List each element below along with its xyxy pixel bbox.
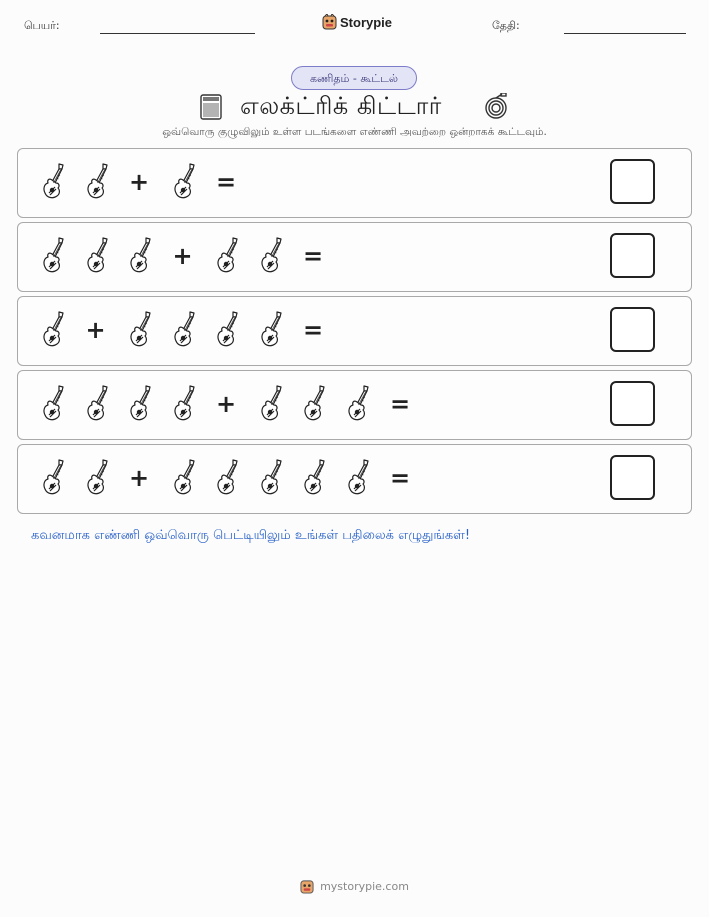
plus-sign: + xyxy=(129,464,150,492)
problem-row xyxy=(17,222,692,292)
electric-guitar-icon xyxy=(301,459,329,497)
brand xyxy=(322,14,392,30)
title-row xyxy=(0,90,709,124)
electric-guitar-icon xyxy=(171,311,199,349)
problem-row xyxy=(17,444,692,514)
electric-guitar-icon xyxy=(84,163,112,201)
storypie-logo-icon xyxy=(322,14,337,30)
header xyxy=(0,14,709,38)
answer-box[interactable] xyxy=(610,455,655,500)
name-label: பெயர்: xyxy=(24,19,60,32)
electric-guitar-icon xyxy=(214,311,242,349)
answer-box[interactable] xyxy=(610,233,655,278)
date-label: தேதி: xyxy=(492,19,520,32)
problem-expression xyxy=(18,297,578,367)
electric-guitar-icon xyxy=(84,237,112,275)
equals-sign: = xyxy=(303,316,324,344)
problem-expression xyxy=(18,445,578,515)
footer xyxy=(0,879,709,894)
electric-guitar-icon xyxy=(345,459,373,497)
plus-sign: + xyxy=(129,168,150,196)
brand-name: Storypie xyxy=(340,14,393,30)
encouragement-text: கவனமாக எண்ணி ஒவ்வொரு பெட்டியிலும் உங்கள் பதிலைக் எழுதுங்கள்! xyxy=(31,528,471,543)
answer-box[interactable] xyxy=(610,307,655,352)
electric-guitar-icon xyxy=(214,237,242,275)
electric-guitar-icon xyxy=(40,163,68,201)
electric-guitar-icon xyxy=(171,385,199,423)
name-line[interactable] xyxy=(100,33,255,34)
cable-icon xyxy=(482,93,510,121)
category-pill: கணிதம் - கூட்டல் xyxy=(291,66,417,90)
equals-sign: = xyxy=(390,390,411,418)
electric-guitar-icon xyxy=(127,237,155,275)
electric-guitar-icon xyxy=(84,385,112,423)
problem-row xyxy=(17,296,692,366)
electric-guitar-icon xyxy=(258,385,286,423)
electric-guitar-icon xyxy=(40,459,68,497)
footer-site[interactable]: mystorypie.com xyxy=(320,880,409,893)
electric-guitar-icon xyxy=(258,311,286,349)
page-title: எலக்ட்ரிக் கிட்டார் xyxy=(240,92,442,120)
electric-guitar-icon xyxy=(258,459,286,497)
electric-guitar-icon xyxy=(127,311,155,349)
equals-sign: = xyxy=(303,242,324,270)
electric-guitar-icon xyxy=(301,385,329,423)
electric-guitar-icon xyxy=(84,459,112,497)
storypie-logo-icon xyxy=(300,879,314,894)
electric-guitar-icon xyxy=(40,385,68,423)
electric-guitar-icon xyxy=(214,459,242,497)
answer-box[interactable] xyxy=(610,381,655,426)
instructions: ஒவ்வொரு குழுவிலும் உள்ள படங்களை எண்ணி அவற்றை ஒன்றாகக் கூட்டவும். xyxy=(162,126,547,138)
problem-expression xyxy=(18,371,578,441)
answer-box[interactable] xyxy=(610,159,655,204)
electric-guitar-icon xyxy=(171,163,199,201)
electric-guitar-icon xyxy=(171,459,199,497)
equals-sign: = xyxy=(390,464,411,492)
equals-sign: = xyxy=(216,168,237,196)
electric-guitar-icon xyxy=(40,237,68,275)
amplifier-icon xyxy=(199,93,223,121)
plus-sign: + xyxy=(172,242,193,270)
problem-row xyxy=(17,370,692,440)
plus-sign: + xyxy=(85,316,106,344)
electric-guitar-icon xyxy=(258,237,286,275)
date-line[interactable] xyxy=(564,33,686,34)
problem-expression xyxy=(18,223,578,293)
plus-sign: + xyxy=(216,390,237,418)
electric-guitar-icon xyxy=(127,385,155,423)
electric-guitar-icon xyxy=(40,311,68,349)
problem-expression xyxy=(18,149,578,219)
electric-guitar-icon xyxy=(345,385,373,423)
problem-row xyxy=(17,148,692,218)
